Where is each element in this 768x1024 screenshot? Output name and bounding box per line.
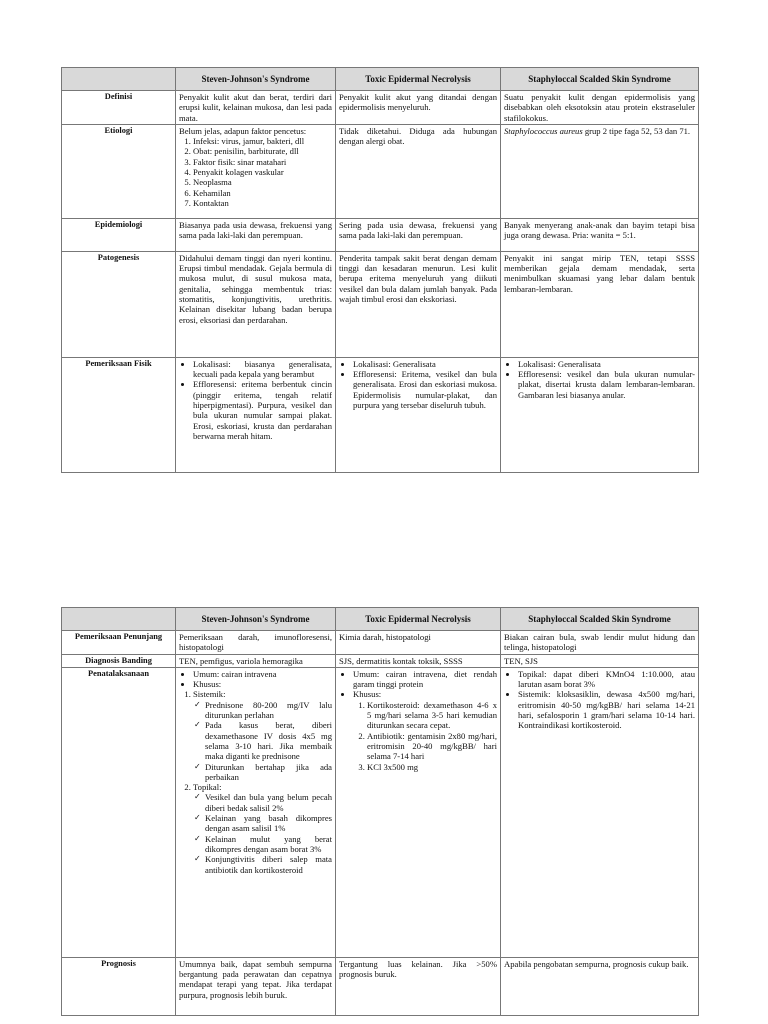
row-diagnosis-banding [62,654,699,667]
cell-ten [336,667,501,957]
header-sjs: Steven-Johnson's Syndrome [176,608,336,631]
cell-ten: Penyakit kulit akut yang ditandai dengan epidermolisis menyeluruh. [336,91,501,125]
row-pemeriksaan-fisik [62,357,699,472]
cell-ssss [501,667,699,957]
bullet-list [179,359,332,441]
list-item: • Effloresensi: eritema berbentuk cincin (pinggir eritema, tengah relatif hiperpigmentasi). Purpura, vesikel dan bula ukuran numular sampai plakat. Erosi, eskoriasi, krusta dan perdarahan berwarna merah hitam. [193,379,332,441]
list-item: • Lokalisasi: biasanya generalisata, kecuali pada kepala yang berambut [193,359,332,380]
list-item: 6. Kehamilan [193,188,332,198]
row-label: Prognosis [62,957,176,1015]
header-ten: Toxic Epidermal Necrolysis [336,68,501,91]
cell-ten: Kimia darah, histopatologi [336,631,501,655]
list-item: • Topikal: dapat diberi KMnO4 1:10.000, atau larutan asam borat 3% [518,669,695,690]
etiologi-intro: Belum jelas, adapun faktor pencetus: [179,125,307,136]
cell-ten: Tergantung luas kelainan. Jika >50% prognosis buruk. [336,957,501,1015]
check-item: ✓ Prednisone 80-200 mg/IV lalu diturunkan perlahan [205,700,332,721]
row-patogenesis [62,251,699,357]
row-epidemiologi [62,218,699,251]
list-item [353,689,497,771]
list-item: 7. Kontaktan [193,198,332,208]
cell-sjs: Biasanya pada usia dewasa, frekuensi yang sama pada laki-laki dan perempuan. [176,218,336,251]
cell-ssss: Biakan cairan bula, swab lendir mulut hidung dan telinga, histopatologi [501,631,699,655]
cell-sjs: Pemeriksaan darah, imunofloresensi, histopatologi [176,631,336,655]
row-label: Pemeriksaan Fisik [62,357,176,472]
numbered-list [179,689,332,874]
cell-ssss: Apabila pengobatan sempurna, prognosis cukup baik. [501,957,699,1015]
cell-ten: Tidak diketahui. Diduga ada hubungan dengan alergi obat. [336,124,501,218]
cell-sjs: TEN, pemfigus, variola hemoragika [176,654,336,667]
row-definisi [62,91,699,125]
comparison-table-2 [61,607,699,1016]
header-ten: Toxic Epidermal Necrolysis [336,608,501,631]
row-label: Epidemiologi [62,218,176,251]
cell-ten [336,357,501,472]
list-item: 2. Antibiotik: gentamisin 2x80 mg/hari, eritromisin 20-40 mg/kgBB/ hari selama 7-14 hari [367,731,497,762]
check-item: ✓ Konjungtivitis diberi salep mata antibiotik dan kortikosteroid [205,854,332,875]
table-header-row [62,68,699,91]
cell-ssss: Penyakit ini sangat mirip TEN, tetapi SSSS memberikan gejala demam mendadak, serta menimbulkan skuamasi yang lebar dalam bentuk lembaran-lembaran. [501,251,699,357]
sistemik-label: Sistemik: [193,689,226,700]
list-item: • Khusus: [193,679,332,689]
check-item: ✓ Vesikel dan bula yang belum pecah diberi bedak salisil 2% [205,792,332,813]
check-item: ✓ Kelainan yang basah dikompres dengan asam salisil 1% [205,813,332,834]
list-item: 4. Penyakit kolagen vaskular [193,167,332,177]
checklist [193,792,332,874]
organism-name: Staphylococcus aureus [504,125,583,136]
check-item: ✓ Kelainan mulut yang berat dikompres dengan asam borat 3% [205,834,332,855]
organism-detail: grup 2 tipe faga 52, 53 dan 71. [582,125,691,136]
comparison-table-1 [61,67,699,473]
cell-ssss: Suatu penyakit kulit dengan epidermolisis yang disebabkan oleh eksotoksin atau protein ekstraseluler stafilokokus. [501,91,699,125]
list-item: 1. Kortikosteroid: dexamethason 4-6 x 5 mg/hari selama 3-5 hari kemudian diturunkan secara cepat. [367,700,497,731]
cell-sjs [176,124,336,218]
cell-sjs [176,667,336,957]
list-item [193,782,332,875]
row-label: Diagnosis Banding [62,654,176,667]
cell-ssss: Banyak menyerang anak-anak dan bayim tetapi bisa juga orang dewasa. Pria: wanita = 5:1. [501,218,699,251]
row-penatalaksanaan [62,667,699,957]
cell-ten: Sering pada usia dewasa, frekuensi yang sama pada laki-laki dan perempuan. [336,218,501,251]
list-item: • Umum: cairan intravena, diet rendah garam tinggi protein [353,669,497,690]
list-item: 5. Neoplasma [193,177,332,187]
header-empty-cell [62,608,176,631]
list-item: • Lokalisasi: Generalisata [518,359,695,369]
row-prognosis [62,957,699,1015]
cell-ten: Penderita tampak sakit berat dengan demam tinggi dan kesadaran menurun. Lesi kulit berupa eritema menyeluruh yang diikuti vesikel dan bula dalam jumlah banyak. Pada wajah timbul erosi dan ekskoriasi. [336,251,501,357]
list-item [193,689,332,782]
list-item: • Sistemik: kloksasiklin, dewasa 4x500 mg/hari, eritromisin 40-50 mg/kgBB/ hari selama 14-21 hari, sefalosporin 1 gram/hari selama 10-14 hari. Kontraindikasi kortikosteroid. [518,689,695,730]
row-label: Definisi [62,91,176,125]
bullet-list [339,359,497,410]
list-item: • Effloresensi: Eritema, vesikel dan bula generalisata. Erosi dan eskoriasi mukosa. Epidermolisis numular-plakat, dan purpura yang tersebar diseluruh tubuh. [353,369,497,410]
row-pemeriksaan-penunjang [62,631,699,655]
list-item: 3. KCl 3x500 mg [367,762,497,772]
row-label: Etiologi [62,124,176,218]
list-item: 3. Faktor fisik: sinar matahari [193,157,332,167]
cell-sjs: Didahului demam tinggi dan nyeri kontinu. Erupsi timbul mendadak. Gejala bermula di mukosa mulut, di susul mukosa mata, genitalia, sehingga membentuk trias: stomatitis, konjungtivitis, urethritis. Kelainan disekitar lubang badan berupa erosi, eksoriasi dan perdarahan. [176,251,336,357]
check-item: ✓ Diturunkan bertahap jika ada perbaikan [205,762,332,783]
numbered-list [353,700,497,772]
topikal-label: Topikal: [193,782,222,793]
khusus-label: Khusus: [353,689,382,700]
etiologi-list [179,136,332,208]
bullet-list [179,669,332,690]
cell-ssss [501,124,699,218]
list-item: 1. Infeksi: virus, jamur, bakteri, dll [193,136,332,146]
cell-ssss: TEN, SJS [501,654,699,667]
row-label: Patogenesis [62,251,176,357]
row-label: Penatalaksanaan [62,667,176,957]
cell-ssss [501,357,699,472]
cell-sjs: Penyakit kulit akut dan berat, terdiri dari erupsi kulit, kelainan mukosa, dan lesi pada mata. [176,91,336,125]
list-item: • Effloresensi: vesikel dan bula ukuran numular-plakat, disertai krusta dalam lembaran-lembaran. Gambaran lesi biasanya anular. [518,369,695,400]
bullet-list [504,359,695,400]
list-item: 2. Obat: penisilin, barbiturate, dll [193,146,332,156]
bullet-list [504,669,695,731]
cell-sjs: Umumnya baik, dapat sembuh sempurna bergantung pada perawatan dan cepatnya mendapat terapi yang tepat. Jika terdapat purpura, prognosis lebih buruk. [176,957,336,1015]
checklist [193,700,332,782]
check-item: ✓ Pada kasus berat, diberi dexamethasone IV dosis 4x5 mg selama 3-10 hari. Jika membaik maka diganti ke prednisone [205,720,332,761]
table-header-row [62,608,699,631]
header-ssss: Staphyloccal Scalded Skin Syndrome [501,608,699,631]
header-sjs: Steven-Johnson's Syndrome [176,68,336,91]
list-item: • Umum: cairan intravena [193,669,332,679]
row-etiologi [62,124,699,218]
cell-ten: SJS, dermatitis kontak toksik, SSSS [336,654,501,667]
bullet-list [339,669,497,772]
cell-sjs [176,357,336,472]
header-ssss: Staphyloccal Scalded Skin Syndrome [501,68,699,91]
list-item: • Lokalisasi: Generalisata [353,359,497,369]
header-empty-cell [62,68,176,91]
row-label: Pemeriksaan Penunjang [62,631,176,655]
